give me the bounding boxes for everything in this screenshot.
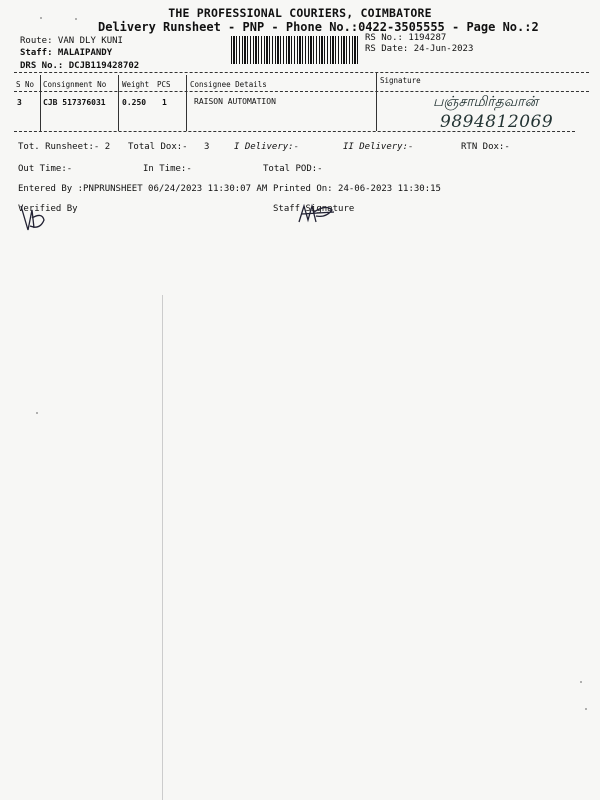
tot-runsheet: Tot. Runsheet:- 2 [18, 142, 111, 152]
header-weight: Weight [122, 80, 150, 89]
handwritten-signature-name: பஞ்சாமிர்தவான் [433, 94, 539, 110]
scan-artifact-line [162, 295, 163, 800]
printed-on: Printed On: 24-06-2023 11:30:15 [273, 184, 441, 194]
drs-number: DRS No.: DCJB119428702 [20, 61, 140, 71]
runsheet-subtitle: Delivery Runsheet - PNP - Phone No.:0422-3505555 - Page No.:2 [98, 20, 539, 34]
in-time: In Time:- [143, 164, 192, 174]
route-label: Route: VAN DLY KUNI [20, 36, 123, 46]
rs-date: RS Date: 24-Jun-2023 [365, 44, 474, 54]
barcode [231, 36, 359, 64]
header-pcs: PCS [157, 80, 171, 89]
ii-delivery: II Delivery:- [343, 142, 414, 152]
staff-scribble [296, 200, 338, 228]
cell-pcs: 1 [162, 98, 167, 107]
verifier-scribble [18, 200, 48, 236]
table-top-rule [14, 72, 589, 73]
table-header-rule [14, 91, 589, 92]
out-time: Out Time:- [18, 164, 73, 174]
table-col-divider [118, 75, 119, 131]
scan-speck [580, 681, 582, 683]
cell-weight: 0.250 [122, 98, 147, 107]
scan-speck [40, 17, 42, 19]
cell-consignee: RAISON AUTOMATION [194, 97, 276, 106]
table-col-divider [40, 75, 41, 131]
staff-label: Staff: MALAIPANDY [20, 48, 113, 58]
handwritten-signature-phone: 9894812069 [440, 112, 554, 132]
company-title: THE PROFESSIONAL COURIERS, COIMBATORE [168, 6, 432, 20]
rs-number: RS No.: 1194287 [365, 33, 447, 43]
entered-by: Entered By :PNPRUNSHEET 06/24/2023 11:30:07 AM [18, 184, 268, 194]
table-col-divider [186, 75, 187, 131]
total-dox-label: Total Dox:- [128, 142, 188, 152]
total-pod: Total POD:- [263, 164, 323, 174]
header-sno: S No [16, 80, 35, 89]
cell-sno: 3 [17, 98, 22, 107]
header-consignment: Consignment No [43, 80, 107, 89]
scan-speck [75, 18, 77, 20]
table-col-divider [376, 72, 377, 131]
cell-consignment: CJB 517376031 [43, 98, 106, 107]
header-signature: Signature [380, 76, 421, 85]
rtn-dox: RTN Dox:- [461, 142, 510, 152]
i-delivery: I Delivery:- [234, 142, 300, 152]
total-dox-value: 3 [204, 142, 210, 152]
scan-speck [36, 412, 38, 414]
staff-signature-label: Staff Signature [273, 204, 355, 214]
verified-by-label: Verified By [18, 204, 78, 214]
header-consignee: Consignee Details [190, 80, 267, 89]
scan-speck [585, 708, 587, 710]
